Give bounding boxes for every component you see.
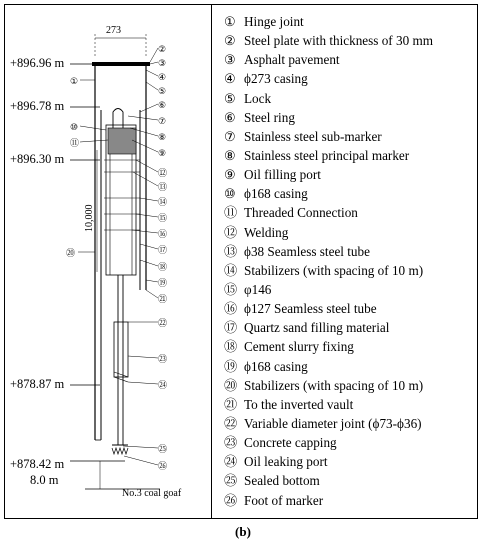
legend-text: Oil filling port [244,167,321,183]
callout-13: ⑬ [158,182,168,192]
legend-text: Variable diameter joint (ϕ73-ϕ36) [244,415,422,431]
legend-item [224,337,433,356]
legend-item [224,50,433,69]
callout-18: ⑱ [158,262,168,272]
legend-item [224,89,433,108]
caption-label: (b) [235,524,251,539]
callout-20: ⑳ [66,248,76,258]
callout-4: ④ [158,72,167,82]
goaf-label: No.3 coal goaf [122,488,182,499]
callout-22: ㉒ [158,318,168,328]
legend-item [224,31,433,50]
legend-text: Stabilizers (with spacing of 10 m) [244,377,424,393]
legend-item [224,203,433,222]
legend-item [224,357,433,376]
callout-7: ⑦ [158,116,167,126]
elev-label-1: +896.96 m [10,56,65,70]
legend-item [224,395,433,414]
legend-item [224,108,433,127]
legend-text: ϕ127 Seamless steel tube [244,301,377,317]
callout-24: ㉔ [158,380,168,390]
legend-text: Concrete capping [244,435,337,451]
callout-26: ㉖ [158,461,168,471]
legend-number: ② [224,33,236,49]
legend-text: Asphalt pavement [244,52,340,68]
legend-number: ㉒ [224,415,238,431]
legend-item [224,376,433,395]
dim-273: 273 [106,25,121,36]
marker-foot [85,445,160,489]
legend-number: ㉑ [224,396,238,412]
legend-number: ㉔ [224,454,238,470]
legend-number: ⑭ [224,262,238,278]
legend-number: ⑰ [224,320,238,336]
callout-25: ㉕ [158,444,168,454]
legend-item [224,165,433,184]
elev-label-3: +896.30 m [10,152,65,166]
legend-text: Foot of marker [244,492,324,508]
legend-text: Quartz sand filling material [244,320,390,336]
legend-item [224,491,433,510]
depth-label: 8.0 m [30,473,59,487]
legend-text: ϕ273 casing [244,71,308,87]
legend-number: ⑧ [224,147,236,163]
legend-number: ㉓ [224,435,238,451]
legend-number: ⑫ [224,224,238,240]
legend-item [224,12,433,31]
legend-item [224,433,433,452]
legend-item [224,69,433,88]
callout-5: ⑤ [158,86,167,96]
legend-item [224,127,433,146]
callout-21: ㉑ [158,294,168,304]
callout-16: ⑯ [158,229,168,239]
callout-17: ⑰ [158,245,168,255]
legend-item [224,471,433,490]
callout-9: ⑨ [158,148,167,158]
legend-text: Cement slurry fixing [244,339,354,355]
legend-text: Oil leaking port [244,454,328,470]
outer-casing [95,66,146,440]
legend-number: ⑩ [224,186,236,202]
legend-item [224,280,433,299]
legend-number: ⑥ [224,109,236,125]
callout-10: ⑩ [70,122,79,132]
legend-text: ϕ168 casing [244,186,308,202]
callout-11: ⑪ [70,138,80,148]
legend-text: Stainless steel sub-marker [244,128,382,144]
legend-number: ① [224,14,236,29]
legend-number: ⑯ [224,301,238,317]
legend-item [224,318,433,337]
legend-item [224,184,433,203]
callout-23: ㉓ [158,354,168,364]
legend-text: φ146 [244,281,272,297]
threaded-connection [108,128,136,154]
legend-text: Steel ring [244,109,295,125]
figure-caption [0,524,486,540]
legend-text: Hinge joint [244,14,304,29]
callout-1: ① [70,76,79,86]
legend-item [224,261,433,280]
legend-text: Welding [244,224,289,240]
legend-number: ⑪ [224,205,238,221]
legend-number: ㉖ [224,492,238,508]
legend-number: ⑦ [224,128,236,144]
legend-item [224,223,433,242]
legend-text: Lock [244,90,272,106]
legend-item [224,146,433,165]
seamless-tube [95,275,128,445]
legend-number: ⑨ [224,167,236,183]
callout-19: ⑲ [158,278,168,288]
callout-15: ⑮ [158,213,168,223]
legend-item [224,452,433,471]
callout-14: ⑭ [158,197,168,207]
legend-text: Steel plate with thickness of 30 mm [244,33,433,49]
legend-text: Sealed bottom [244,473,320,489]
callout-12: ⑫ [158,168,168,178]
legend-number: ⑤ [224,90,236,106]
legend-text: To the inverted vault [244,396,354,412]
legend-number: ⑱ [224,339,238,355]
elev-label-5: +878.42 m [10,457,65,471]
legend-text: Stainless steel principal marker [244,147,410,163]
legend-number: ㉕ [224,473,238,489]
dim-10000: 10,000 [84,204,95,232]
legend-number: ⑳ [224,377,238,393]
legend-item [224,299,433,318]
callout-6: ⑥ [158,100,167,110]
legend-item [224,414,433,433]
legend-text: Stabilizers (with spacing of 10 m) [244,262,424,278]
callout-2: ② [158,44,167,54]
elev-label-2: +896.78 m [10,99,65,113]
legend-number: ⑮ [224,281,238,297]
legend-number: ⑲ [224,358,238,374]
legend-item [224,242,433,261]
callout-3: ③ [158,58,167,68]
steel-plate [92,62,150,66]
elev-label-4: +878.87 m [10,377,65,391]
component-legend [224,12,433,510]
legend-number: ④ [224,71,236,87]
top-dimension [95,25,146,58]
legend-text: ϕ168 casing [244,358,308,374]
legend-number: ③ [224,52,236,68]
callout-8: ⑧ [158,132,167,142]
legend-text: ϕ38 Seamless steel tube [244,243,370,259]
legend-text: Threaded Connection [244,205,358,221]
legend-number: ⑬ [224,243,238,259]
